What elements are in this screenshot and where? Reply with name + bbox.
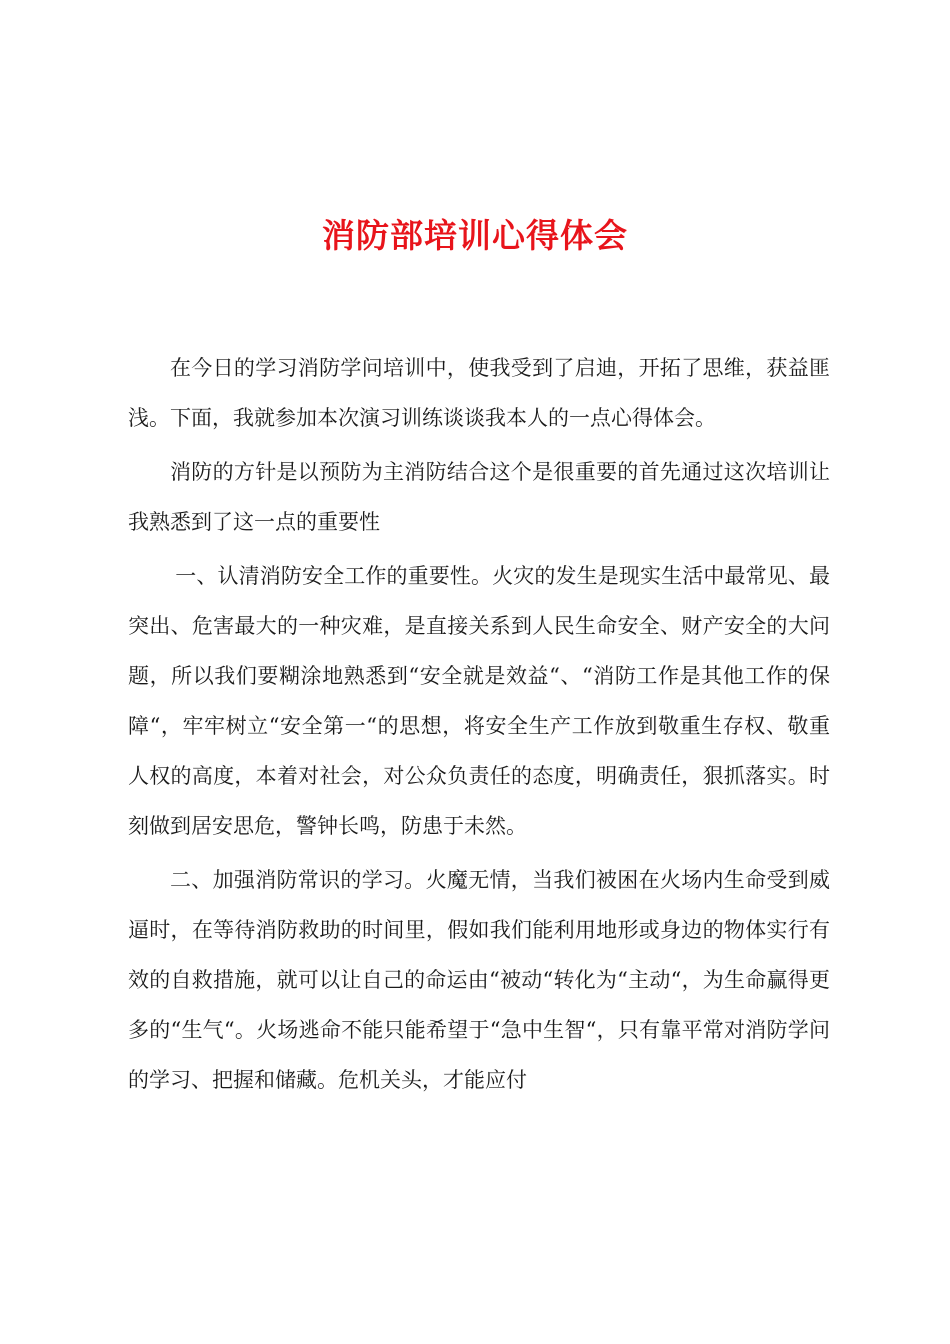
document-title: 消防部培训心得体会 xyxy=(322,216,628,255)
paragraph-intro: 在今日的学习消防学问培训中，使我受到了启迪，开拓了思维，获益匪浅。下面，我就参加本次演习训练谈谈我本人的一点心得体会。 xyxy=(128,356,830,430)
paragraph-point-two: 二、加强消防常识的学习。火魔无情，当我们被困在火场内生命受到威逼时，在等待消防救助的时间里，假如我们能利用地形或身边的物体实行有效的自救措施，就可以让自己的命运由“被动“转化为“主动“，为生命赢得更多的“生气“。火场逃命不能只能希望于“急中生智“，只有靠平常对消防学问的学习、把握和储藏。危机关头，才能应付 xyxy=(128,868,830,1092)
paragraph-policy: 消防的方针是以预防为主消防结合这个是很重要的首先通过这次培训让我熟悉到了这一点的重要性 xyxy=(128,460,830,534)
document-body xyxy=(128,343,830,1105)
paragraph-point-one: 一、认清消防安全工作的重要性。火灾的发生是现实生活中最常见、最突出、危害最大的一种灾难，是直接关系到人民生命安全、财产安全的大问题，所以我们要糊涂地熟悉到“安全就是效益“、“消防工作是其他工作的保障“，牢牢树立“安全第一“的思想，将安全生产工作放到敬重生存权、敬重人权的高度，本着对社会，对公众负责任的态度，明确责任，狠抓落实。时刻做到居安思危，警钟长鸣，防患于未然。 xyxy=(128,564,830,838)
